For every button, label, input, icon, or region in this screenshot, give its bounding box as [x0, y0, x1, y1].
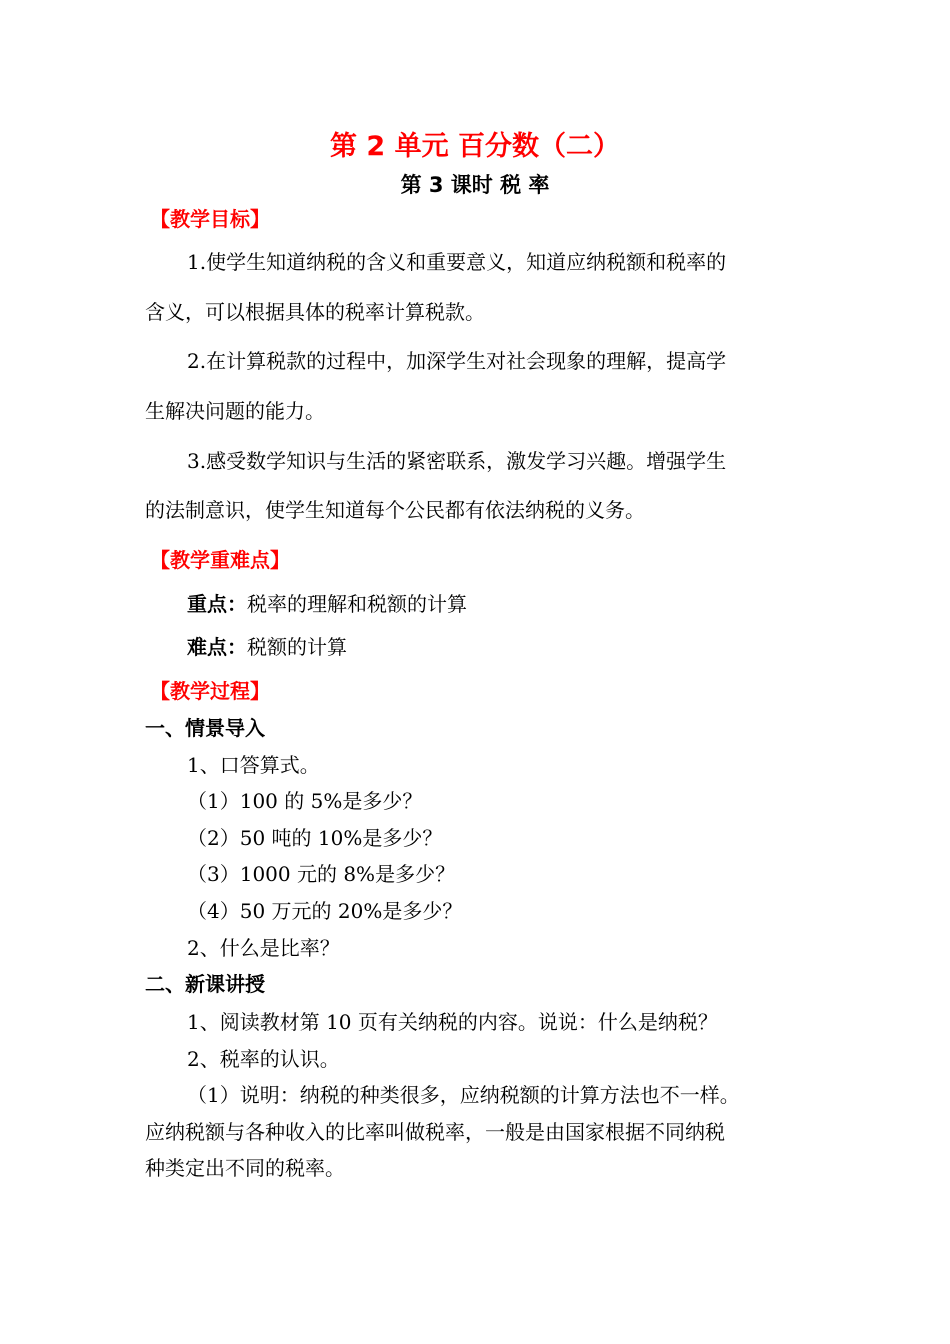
- goal-1-line-2: 含义，可以根据具体的税率计算税款。: [145, 300, 485, 324]
- process-heading: 【教学过程】: [150, 679, 270, 703]
- key-point-text: 税率的理解和税额的计算: [247, 592, 467, 616]
- question-3: （3）1000 元的 8%是多少？: [187, 862, 456, 886]
- difficult-point-text: 税额的计算: [247, 635, 347, 659]
- section-1-item-2: 2、什么是比率？: [187, 936, 340, 960]
- goal-2-line-2: 生解决问题的能力。: [145, 399, 325, 423]
- key-points-heading: 【教学重难点】: [150, 548, 290, 572]
- difficult-point-label: 难点：: [187, 635, 247, 659]
- lesson-subtitle: 第 3 课时 税 率: [400, 173, 550, 197]
- goal-1-line-1: 1.使学生知道纳税的含义和重要意义，知道应纳税额和税率的: [187, 250, 727, 274]
- section-2-para-line-1: （1）说明：纳税的种类很多，应纳税额的计算方法也不一样。: [187, 1083, 740, 1107]
- section-2-heading: 二、新课讲授: [145, 972, 265, 996]
- section-2-item-2: 2、税率的认识。: [187, 1047, 340, 1071]
- goals-heading: 【教学目标】: [150, 207, 270, 231]
- question-2: （2）50 吨的 10%是多少？: [187, 826, 443, 850]
- section-1-item-1: 1、口答算式。: [187, 753, 320, 777]
- section-2-para-line-2: 应纳税额与各种收入的比率叫做税率，一般是由国家根据不同纳税: [145, 1120, 725, 1144]
- goal-3-line-1: 3.感受数学知识与生活的紧密联系，激发学习兴趣。增强学生: [187, 449, 727, 473]
- key-point-row: [187, 592, 467, 616]
- unit-title: 第 2 单元 百分数（二）: [330, 131, 620, 162]
- section-2-item-1: 1、阅读教材第 10 页有关纳税的内容。说说：什么是纳税？: [187, 1010, 718, 1034]
- section-1-heading: 一、情景导入: [145, 716, 265, 740]
- difficult-point-row: [187, 635, 347, 659]
- goal-3-line-2: 的法制意识，使学生知道每个公民都有依法纳税的义务。: [145, 498, 645, 522]
- goal-2-line-1: 2.在计算税款的过程中，加深学生对社会现象的理解，提高学: [187, 349, 727, 373]
- section-2-para-line-3: 种类定出不同的税率。: [145, 1156, 345, 1180]
- key-point-label: 重点：: [187, 592, 247, 616]
- question-4: （4）50 万元的 20%是多少？: [187, 899, 463, 923]
- question-1: （1）100 的 5%是多少？: [187, 789, 423, 813]
